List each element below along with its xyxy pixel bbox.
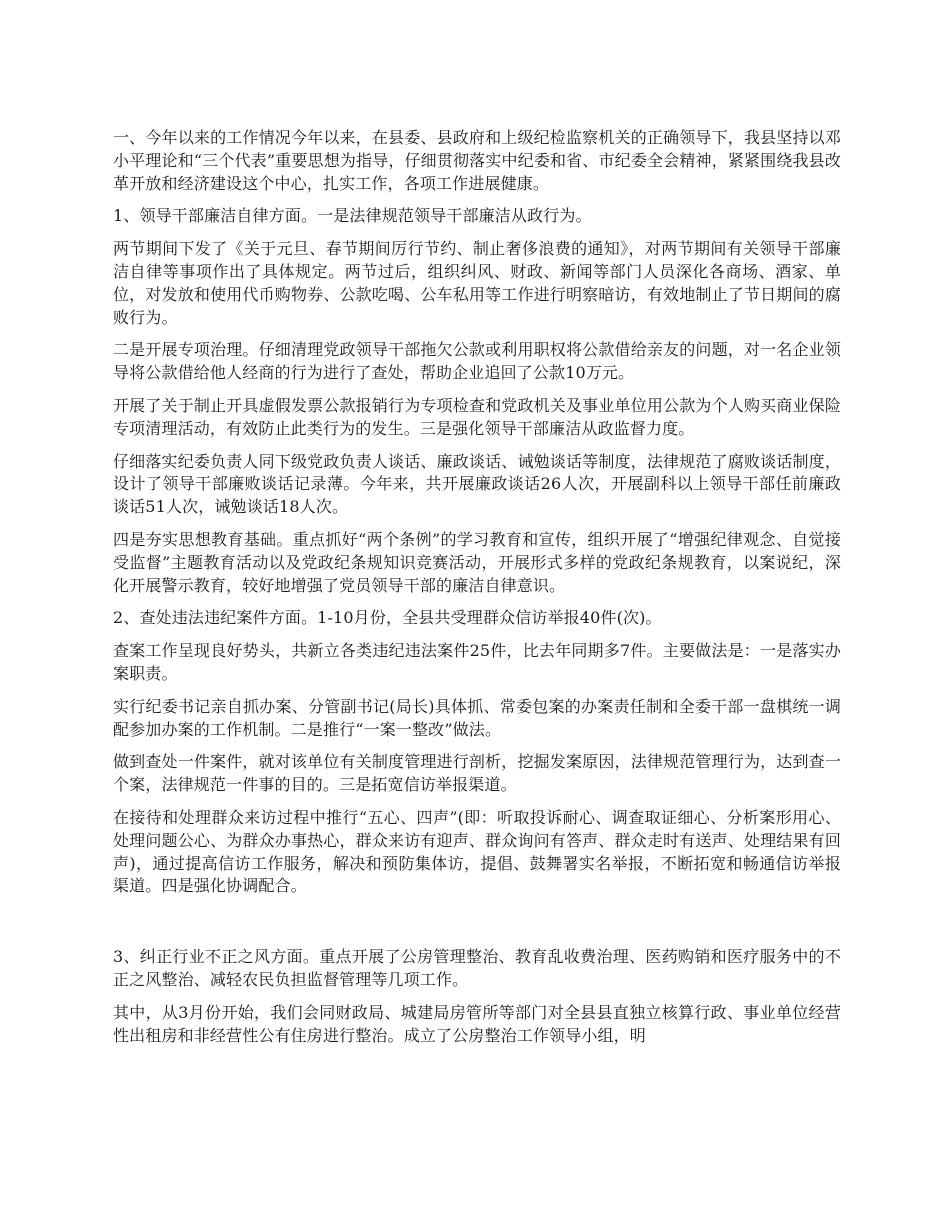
paragraph-section-3-heading: 3、纠正行业不正之风方面。重点开展了公房管理整治、教育乱收费治理、医药购销和医疗服务中的不正之风整治、减轻农民负担监督管理等几项工作。: [113, 947, 841, 989]
paragraph-section-2-heading: 2、查处违法违纪案件方面。1-10月份，全县共受理群众信访举报40件(次)。: [113, 608, 662, 628]
paragraph-ideological-education: 四是夯实思想教育基础。重点抓好“两个条例”的学习教育和宣传，组织开展了“增强纪律观念、自觉接受监督”主题教育活动以及党政纪条规知识竞赛活动，开展形式多样的党政纪条规教育，以案说纪，深化开展警示教育，较好地增强了党员领导干部的廉洁自律意识。: [113, 529, 841, 595]
paragraph-section-1-heading: 1、领导干部廉洁自律方面。一是法律规范领导干部廉洁从政行为。: [113, 206, 592, 226]
paragraph-integrity-talks: 仔细落实纪委负责人同下级党政负责人谈话、廉政谈话、诫勉谈话等制度，法律规范了腐败谈话制度，设计了领导干部廉败谈话记录薄。今年来，共开展廉政谈话26人次，开展副科以上领导干部任前廉政谈话51人次，诫勉谈话18人次。: [113, 451, 841, 517]
paragraph-intro: 一、今年以来的工作情况今年以来，在县委、县政府和上级纪检监察机关的正确领导下，我县坚持以邓小平理论和“三个代表”重要思想为指导，仔细贯彻落实中纪委和省、市纪委全会精神，紧紧围绕我县改革开放和经济建设这个中心，扎实工作，各项工作进展健康。: [113, 128, 841, 193]
paragraph-petition-reception: 在接待和处理群众来访过程中推行“五心、四声”(即：听取投诉耐心、调查取证细心、分析案形用心、处理问题公心、为群众办事热心，群众来访有迎声、群众询问有答声、群众走时有送声、处理结果有回声)，通过提高信访工作服务，解决和预防集体访，提倡、鼓舞署实名举报，不断拓宽和畅通信访举报渠道。四是强化协调配合。: [113, 807, 841, 896]
paragraph-special-governance: 二是开展专项治理。仔细清理党政领导干部拖欠公款或利用职权将公款借给亲友的问题，对一名企业领导将公款借给他人经商的行为进行了查处，帮助企业追回了公款10万元。: [113, 340, 841, 383]
paragraph-case-handling: 查案工作呈现良好势头，共新立各类违纪违法案件25件，比去年同期多7件。主要做法是：一是落实办案职责。: [113, 641, 841, 683]
document-body: [113, 127, 841, 1057]
paragraph-holiday-notice: 两节期间下发了《关于元旦、春节期间厉行节约、制止奢侈浪费的通知》，对两节期间有关领导干部廉洁自律等事项作出了具体规定。两节过后，组织纠风、财政、新闻等部门人员深化各商场、酒家、单位，对发放和使用代币购物券、公款吃喝、公车私用等工作进行明察暗访，有效地制止了节日期间的腐败行为。: [113, 239, 841, 327]
paragraph-case-rectification: 做到查处一件案件，就对该单位有关制度管理进行剖析，挖掘发案原因，法律规范管理行为，达到查一个案，法律规范一件事的目的。三是拓宽信访举报渠道。: [113, 752, 841, 795]
section-spacer: [113, 908, 841, 946]
paragraph-responsibility-system: 实行纪委书记亲自抓办案、分管副书记(局长)具体抓、常委包案的办案责任制和全委干部一盘棋统一调配参加办案的工作机制。二是推行“一案一整改”做法。: [113, 696, 841, 739]
paragraph-public-housing: 其中，从3月份开始，我们会同财政局、城建局房管所等部门对全县县直独立核算行政、事业单位经营性出租房和非经营性公有住房进行整治。成立了公房整治工作领导小组，明: [113, 1002, 841, 1045]
paragraph-invoice-inspection: 开展了关于制止开具虚假发票公款报销行为专项检查和党政机关及事业单位用公款为个人购买商业保险专项清理活动，有效防止此类行为的发生。三是强化领导干部廉洁从政监督力度。: [113, 395, 841, 438]
